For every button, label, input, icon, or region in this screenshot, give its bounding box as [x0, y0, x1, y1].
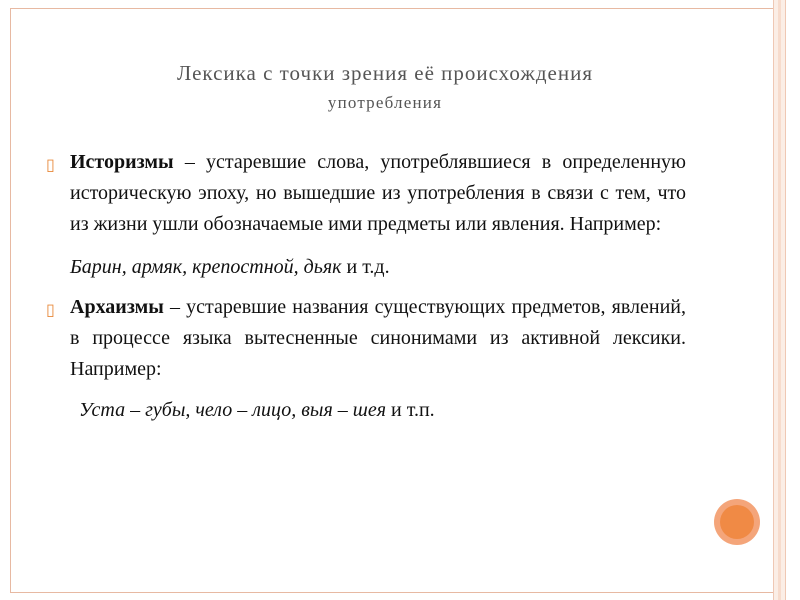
- term-historisms: Историзмы: [70, 151, 174, 173]
- title-line-1: Лексика с точки зрения её происхождения: [176, 61, 594, 85]
- example-suffix-archaisms: и т.п.: [386, 399, 435, 421]
- bullet-item-historisms: [46, 147, 686, 240]
- example-words-archaisms: Уста – губы, чело – лицо, выя – шея: [79, 399, 387, 421]
- slide-body: [46, 147, 686, 435]
- square-bullet-icon: ▯: [46, 300, 55, 319]
- example-suffix-historisms: и т.д.: [341, 256, 390, 278]
- slide-title: [0, 58, 770, 118]
- title-line-2: употребления: [327, 93, 443, 112]
- example-words-historisms: Барин, армяк, крепостной, дьяк: [70, 256, 342, 278]
- example-archaisms: [70, 395, 686, 426]
- decorative-side-band: [773, 0, 786, 600]
- square-bullet-icon: ▯: [46, 155, 55, 174]
- decorative-orange-circle: [714, 499, 760, 545]
- example-historisms: [70, 252, 686, 283]
- bullet-item-archaisms: [46, 292, 686, 385]
- definition-archaisms: – устаревшие названия существующих предметов, явлений, в процессе языка вытесненные синонимами из активной лексики. Например:: [70, 296, 686, 380]
- definition-historisms: – устаревшие слова, употреблявшиеся в определенную историческую эпоху, но вышедшие из употребления в связи с тем, что из жизни ушли обозначаемые ими предметы или явления. Например:: [70, 151, 686, 235]
- term-archaisms: Архаизмы: [70, 296, 164, 318]
